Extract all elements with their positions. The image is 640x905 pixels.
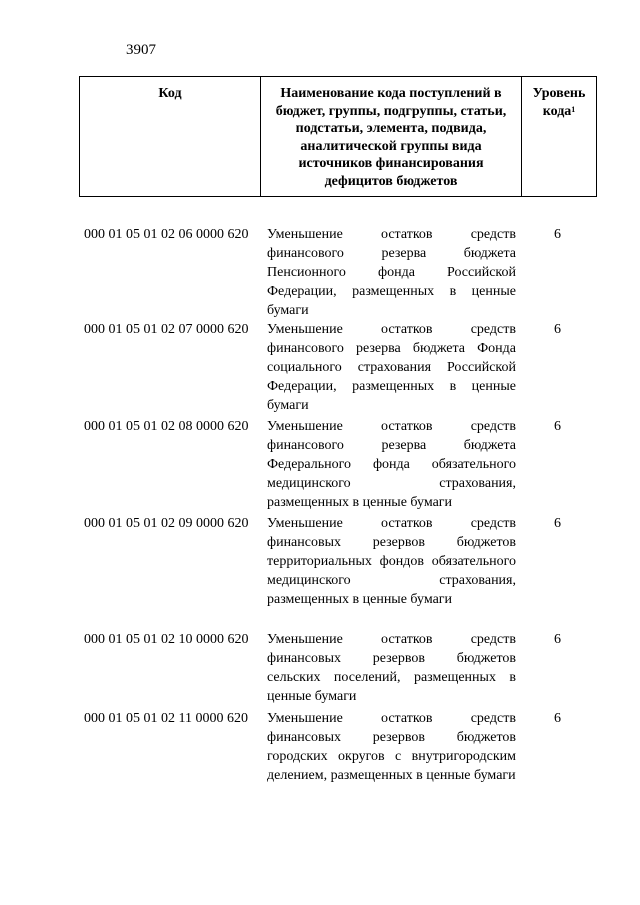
row-level: 6 bbox=[554, 227, 561, 242]
header-level bbox=[522, 77, 597, 197]
row-code: 000 01 05 01 02 10 0000 620 bbox=[84, 632, 249, 647]
row-name: Уменьшение остатков средств финансового резерва бюджета Фонда социального страхования Российской Федерации, размещенных в ценные бумаги bbox=[267, 322, 516, 413]
row-level: 6 bbox=[554, 322, 561, 337]
footnote-marker: 1 bbox=[571, 104, 576, 114]
row-level: 6 bbox=[554, 419, 561, 434]
row-name: Уменьшение остатков средств финансовых резервов бюджетов территориальных фондов обязательного медицинского страхования, размещенных в ценные бумаги bbox=[267, 516, 516, 607]
row-level: 6 bbox=[554, 632, 561, 647]
row-name: Уменьшение остатков средств финансового резерва бюджета Пенсионного фонда Российской Федерации, размещенных в ценные бумаги bbox=[267, 227, 516, 318]
row-code: 000 01 05 01 02 07 0000 620 bbox=[84, 322, 249, 337]
header-level-label: Уровень кода bbox=[532, 86, 586, 119]
row-level: 6 bbox=[554, 711, 561, 726]
row-name: Уменьшение остатков средств финансовых резервов бюджетов городских округов с внутригородским делением, размещенных в ценные бумаги bbox=[267, 711, 516, 783]
row-code: 000 01 05 01 02 06 0000 620 bbox=[84, 227, 249, 242]
table-row bbox=[0, 514, 640, 630]
header-name: Наименование кода поступлений в бюджет, группы, подгруппы, статьи, подстатьи, элемента, подвида, аналитической группы вида источников финансирования дефицитов бюджетов bbox=[261, 77, 522, 197]
table-row bbox=[0, 417, 640, 514]
table-row bbox=[0, 630, 640, 709]
table-row bbox=[0, 320, 640, 417]
row-name: Уменьшение остатков средств финансовых резервов бюджетов сельских поселений, размещенных в ценные бумаги bbox=[267, 632, 516, 704]
row-code: 000 01 05 01 02 08 0000 620 bbox=[84, 419, 249, 434]
table-row bbox=[0, 225, 640, 320]
table-row bbox=[0, 709, 640, 809]
page-number: 3907 bbox=[126, 42, 156, 58]
row-code: 000 01 05 01 02 09 0000 620 bbox=[84, 516, 249, 531]
header-code: Код bbox=[80, 77, 261, 197]
header-table bbox=[79, 76, 597, 197]
row-level: 6 bbox=[554, 516, 561, 531]
header-row bbox=[80, 77, 597, 197]
row-name: Уменьшение остатков средств финансового резерва бюджета Федерального фонда обязательного медицинского страхования, размещенных в ценные бумаги bbox=[267, 419, 516, 510]
code-list bbox=[0, 225, 640, 809]
row-code: 000 01 05 01 02 11 0000 620 bbox=[84, 711, 248, 726]
